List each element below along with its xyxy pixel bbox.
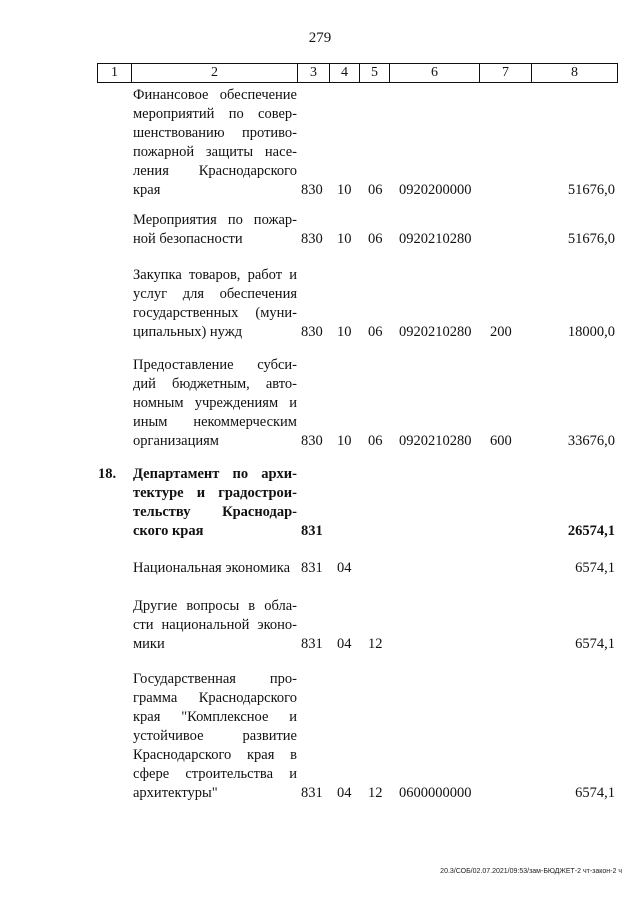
description-line: грамма Краснодарского [133,690,297,706]
description-line: архитектуры" [133,785,218,801]
section-code: 10 [337,324,352,340]
section-code: 04 [337,636,352,652]
subsection-code: 06 [368,182,383,198]
amount: 51676,0 [567,182,615,198]
amount: 6574,1 [575,636,615,652]
table-row [0,86,640,200]
description-line: устойчивое развитие [133,728,297,744]
description-line: Департамент по архи- [133,466,297,482]
row-description [133,356,297,451]
amount: 6574,1 [575,560,615,576]
description-line: Предоставление субси- [133,357,297,373]
row-description [133,86,297,200]
column-header: 7 [480,64,532,83]
row-description [133,670,297,803]
description-line: шенствованию противо- [133,125,297,141]
ministry-code: 831 [301,523,323,539]
footer-stamp: 20.3/СОБ/02.07.2021/09:53/зам-БЮДЖЕТ-2 чт-закон-2 ч [440,868,622,875]
row-description [133,597,297,654]
column-header: 4 [330,64,360,83]
table-row [0,559,640,578]
expense-type-code: 600 [490,433,512,449]
table-row [0,597,640,654]
description-line: номным учреждениям и [133,395,297,411]
section-code: 10 [337,182,352,198]
amount: 26574,1 [567,523,615,539]
row-description [133,559,297,578]
row-description [133,266,297,342]
column-header: 8 [532,64,618,83]
amount: 6574,1 [575,785,615,801]
amount: 51676,0 [567,231,615,247]
ministry-code: 830 [301,231,323,247]
column-header: 2 [132,64,298,83]
section-code: 10 [337,433,352,449]
subsection-code: 06 [368,433,383,449]
description-line: ной безопасности [133,231,243,247]
description-line: края "Комплексное и [133,709,297,725]
description-line: Другие вопросы в обла- [133,598,297,614]
expense-type-code: 200 [490,324,512,340]
description-line: мики [133,636,165,652]
description-line: тельству Краснодар- [133,504,297,520]
description-line: Краснодарского края в [133,747,297,763]
subsection-code: 12 [368,636,383,652]
table-row [0,670,640,803]
target-article-code: 0920210280 [399,324,472,340]
section-code: 10 [337,231,352,247]
description-line: государственных (муни- [133,305,297,321]
description-line: ципальных) нужд [133,324,243,340]
ministry-code: 830 [301,324,323,340]
table-row [0,266,640,342]
description-line: сти национальной эконо- [133,617,297,633]
table-row [0,211,640,249]
column-header: 5 [360,64,390,83]
table-row [0,356,640,451]
description-line: сфере строительства и [133,766,297,782]
subsection-code: 12 [368,785,383,801]
row-description [133,211,297,249]
target-article-code: 0920210280 [399,433,472,449]
row-number: 18. [98,466,117,482]
description-line: Государственная про- [133,671,297,687]
description-line: края [133,182,161,198]
description-line: пожарной защиты насе- [133,144,297,160]
amount: 18000,0 [567,324,615,340]
description-line: Мероприятия по пожар- [133,212,297,228]
description-line: дий бюджетным, авто- [133,376,297,392]
ministry-code: 830 [301,182,323,198]
column-header: 3 [298,64,330,83]
row-description [133,465,297,541]
description-line: ского края [133,523,204,539]
description-line: услуг для обеспечения [133,286,297,302]
page-number: 279 [308,30,332,46]
description-line: организациям [133,433,219,449]
description-line: Финансовое обеспечение [133,87,297,103]
ministry-code: 831 [301,636,323,652]
target-article-code: 0920200000 [399,182,472,198]
section-code: 04 [337,785,352,801]
ministry-code: 831 [301,560,323,576]
target-article-code: 0920210280 [399,231,472,247]
column-header: 1 [98,64,132,83]
ministry-code: 830 [301,433,323,449]
column-header: 6 [390,64,480,83]
ministry-code: 831 [301,785,323,801]
table-row [0,465,640,541]
column-header-row [97,63,618,83]
subsection-code: 06 [368,231,383,247]
description-line: мероприятий по совер- [133,106,297,122]
target-article-code: 0600000000 [399,785,472,801]
description-line: иным некоммерческим [133,414,297,430]
section-code: 04 [337,560,352,576]
subsection-code: 06 [368,324,383,340]
description-line: Национальная экономика [133,560,291,576]
description-line: ления Краснодарского [133,163,297,179]
description-line: Закупка товаров, работ и [133,267,297,283]
amount: 33676,0 [567,433,615,449]
description-line: тектуре и градострои- [133,485,297,501]
